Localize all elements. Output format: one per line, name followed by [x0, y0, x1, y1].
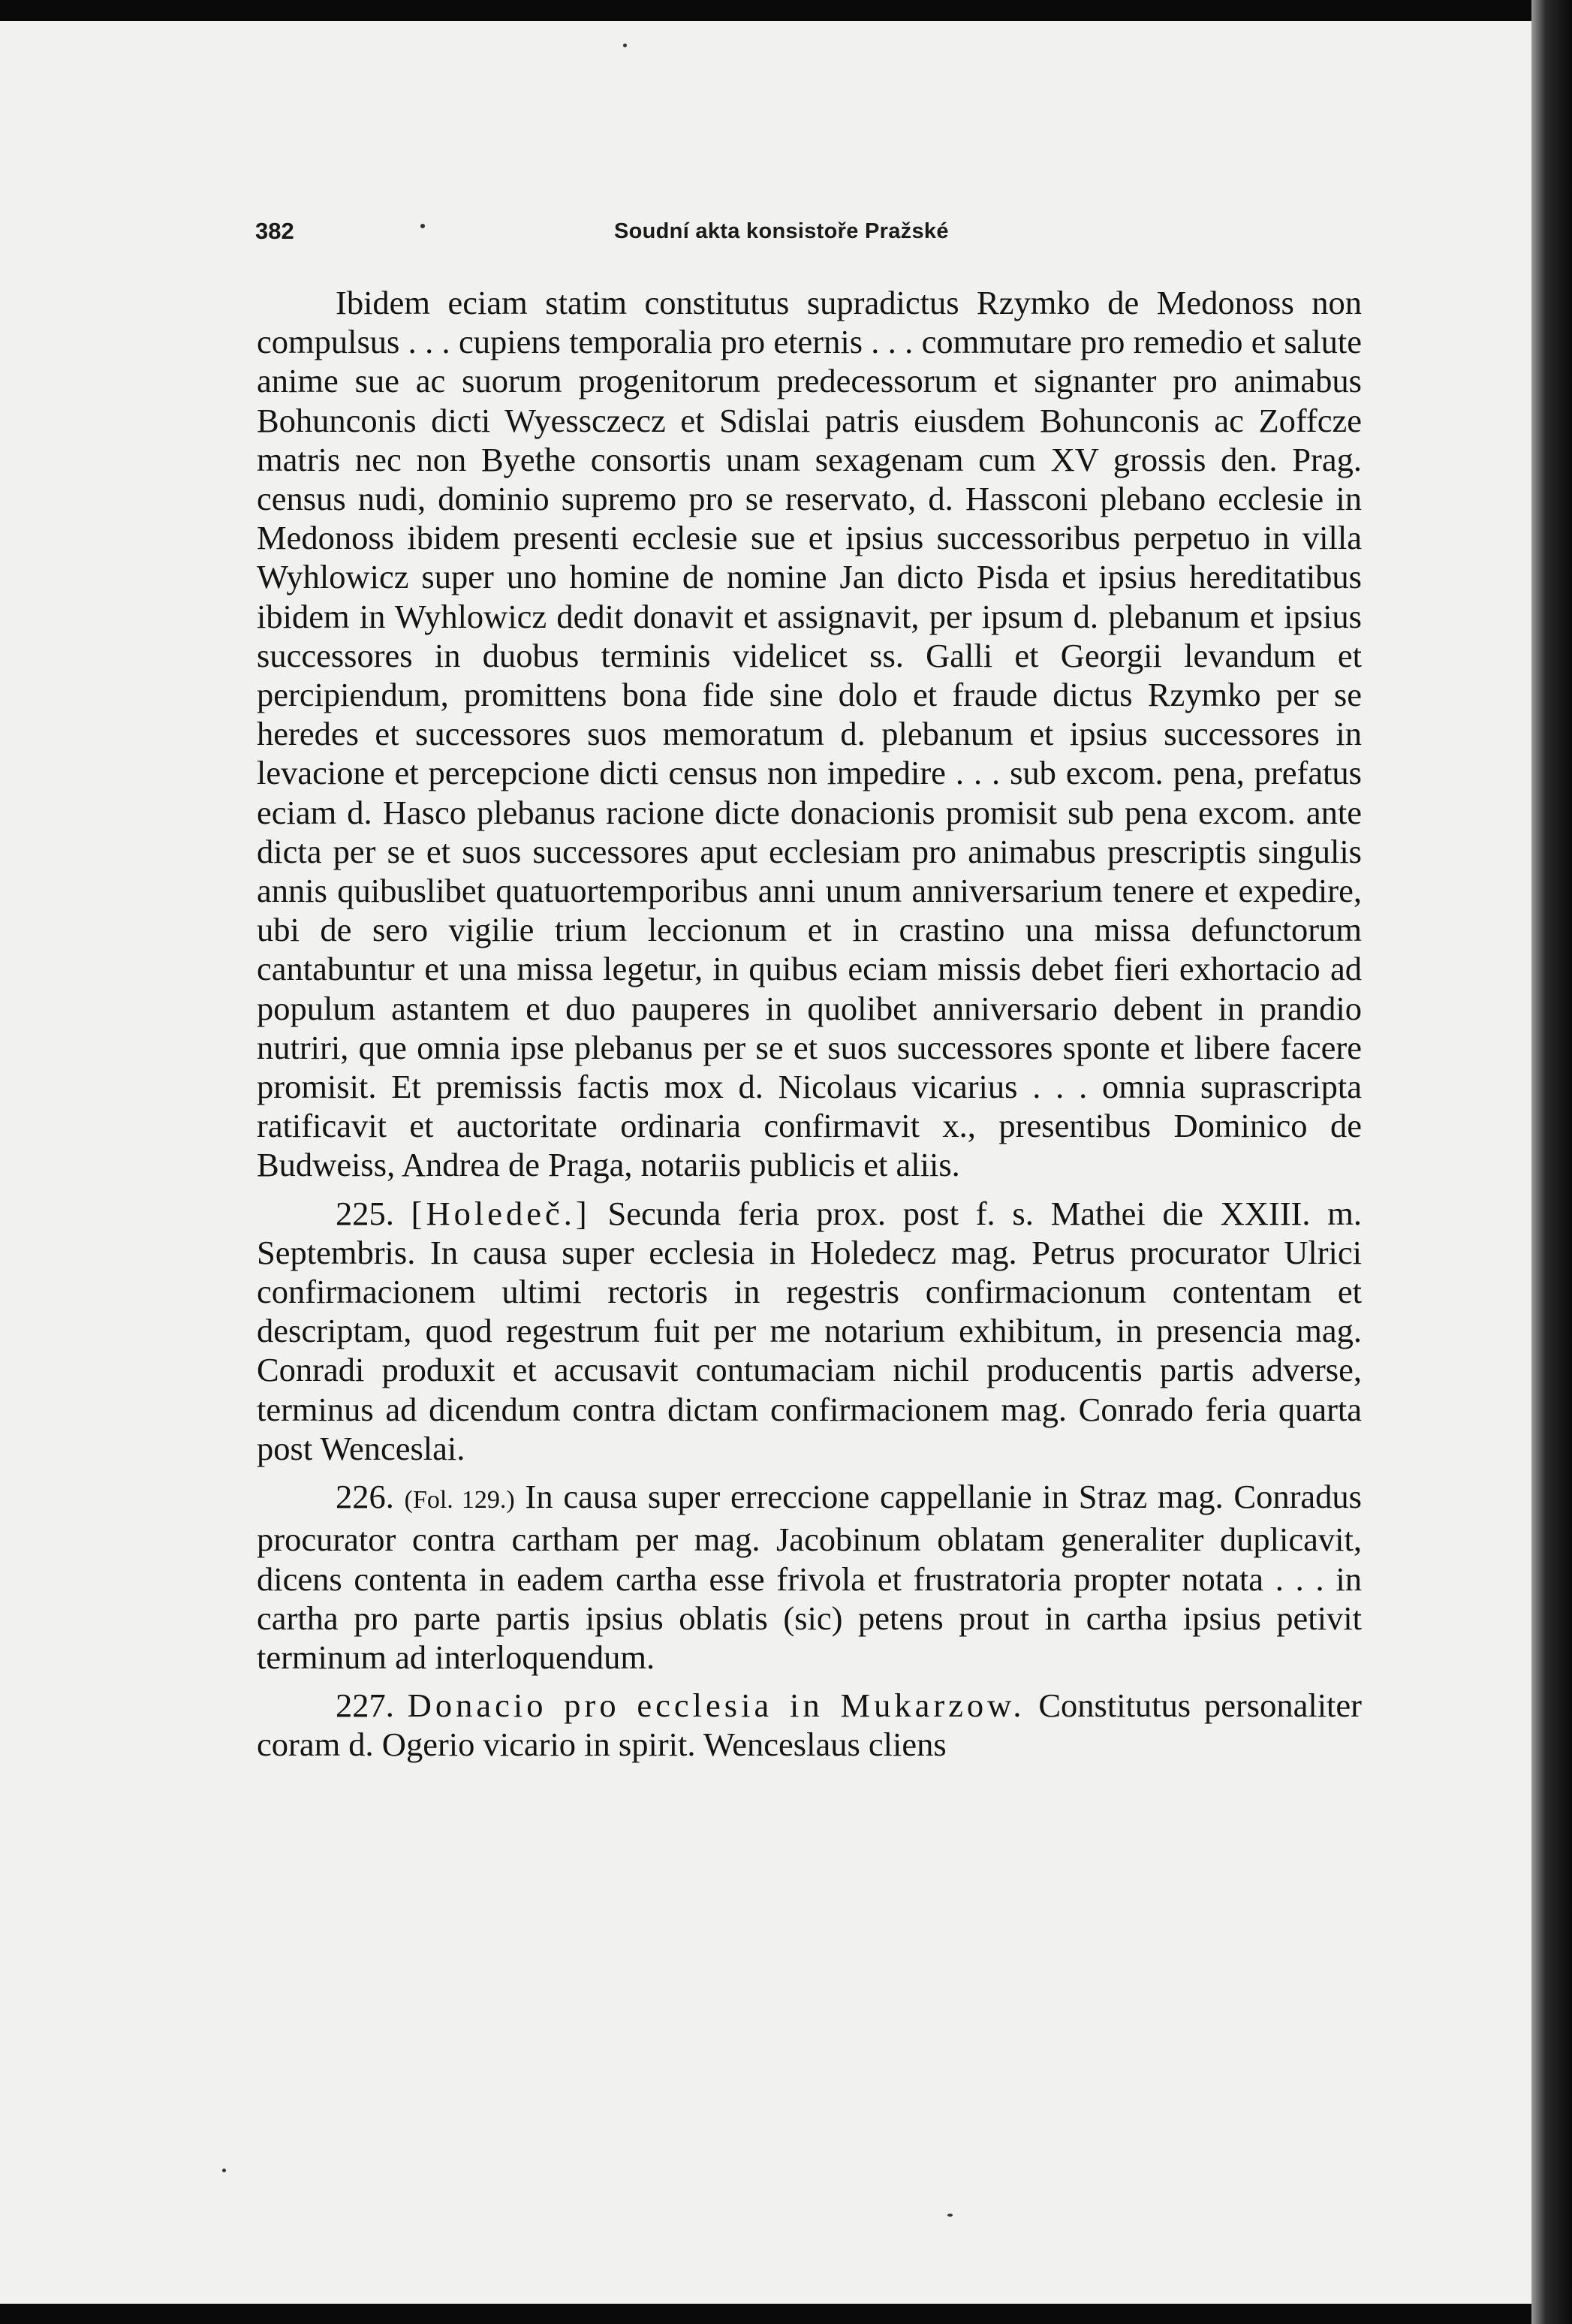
entry-227	[257, 1686, 1362, 1764]
page-edge-shadow	[1531, 0, 1572, 2324]
entry-225	[257, 1194, 1362, 1468]
document-page	[0, 21, 1531, 2304]
paragraph-text: Ibidem eciam statim constitutus supradictus Rzymko de Medonoss non compulsus . . . cupiens temporalia pro eternis . . . commutare pro remedio et salute anime sue ac suorum progenitorum predecessorum et signanter pro animabus Bohunconis dicti Wyessczecz et Sdislai patris eiusdem Bohunconis ac Zoffcze matris nec non Byethe consortis unam sexagenam cum XV grossis den. Prag. census nudi, dominio supremo pro se reservato, d. Hassconi plebano ecclesie in Medonoss ibidem presenti ecclesie sue et ipsius successoribus perpetuo in villa Wyhlowicz super uno homine de nomine Jan dicto Pisda et ipsius hereditatibus ibidem in Wyhlowicz dedit donavit et assignavit, per ipsum d. plebanum et ipsius successores in duobus terminis videlicet ss. Galli et Georgii levandum et percipiendum, promittens bona fide sine dolo et fraude dictus Rzymko per se heredes et successores suos memoratum d. plebanum et ipsius successores in levacione et percepcione dicti census non impedire . . . sub excom. pena, prefatus eciam d. Hasco plebanus racione dicte donacionis promisit sub pena excom. ante dicta per se et suos successores aput ecclesiam pro animabus prescriptis singulis annis quibuslibet quatuortemporibus anni unum anniversarium tenere et expedire, ubi de sero vigilie trium leccionum et in crastino una missa defunctorum cantabuntur et una missa legetur, in quibus eciam missis debet fieri exhortacio ad populum astantem et duo pauperes in quolibet anniversario debent in prandio nutriri, que omnia ipse plebanus per se et suos successores sponte et libere facere promisit. Et premissis factis mox d. Nicolaus vicarius . . . omnia suprascripta ratificavit et auctoritate ordinaria confirmavit x., presentibus Dominico de Budweiss, Andrea de Praga, notariis publicis et aliis.	[257, 284, 1362, 1184]
entry-text: Constitutus personaliter coram d. Ogerio vicario in spirit. Wenceslaus cliens	[257, 1686, 1362, 1764]
entry-number: 225.	[336, 1194, 394, 1232]
entry-text: In causa super erreccione cappellanie in Straz mag. Conradus procurator contra cartham per mag. Jacobinum oblatam generaliter duplicavit, dicens contenta in eadem cartha esse frivola et frustratoria propter notata . . . in cartha pro parte partis ipsius oblatis (sic) petens prout in cartha ipsius petivit terminum ad interloquendum.	[257, 1478, 1362, 1676]
entry-heading: Donacio pro ecclesia in Mukarzow.	[407, 1686, 1025, 1725]
folio-reference: (Fol. 129.)	[404, 1486, 515, 1515]
entry-226	[257, 1477, 1362, 1677]
page-number: 382	[255, 218, 294, 244]
running-title: Soudní akta konsistoře Pražské	[614, 219, 949, 243]
entry-text: Secunda feria prox. post f. s. Mathei die XXIII. m. Septembris. In causa super ecclesia in Holedecz mag. Petrus procurator Ulrici confirmacionem ultimi rectoris in regestris confirmacionum contentam et descriptam, quod regestrum fuit per me notarium exhibitum, in presencia mag. Conradi produxit et accusavit contumaciam nichil producentis partis adverse, terminus ad dicendum contra dictam confirmacionem mag. Conrado feria quarta post Wenceslai.	[257, 1194, 1362, 1467]
entry-place: [Holedeč.]	[411, 1194, 591, 1232]
body-text	[257, 283, 1362, 1765]
scan-speck	[222, 2169, 226, 2172]
scan-speck	[623, 44, 627, 47]
entry-number: 226.	[336, 1478, 394, 1516]
paragraph-continuation	[257, 283, 1362, 1185]
scan-speck	[947, 2214, 953, 2217]
scan-speck	[420, 224, 425, 228]
entry-number: 227.	[336, 1686, 394, 1725]
page-header	[0, 218, 1531, 263]
